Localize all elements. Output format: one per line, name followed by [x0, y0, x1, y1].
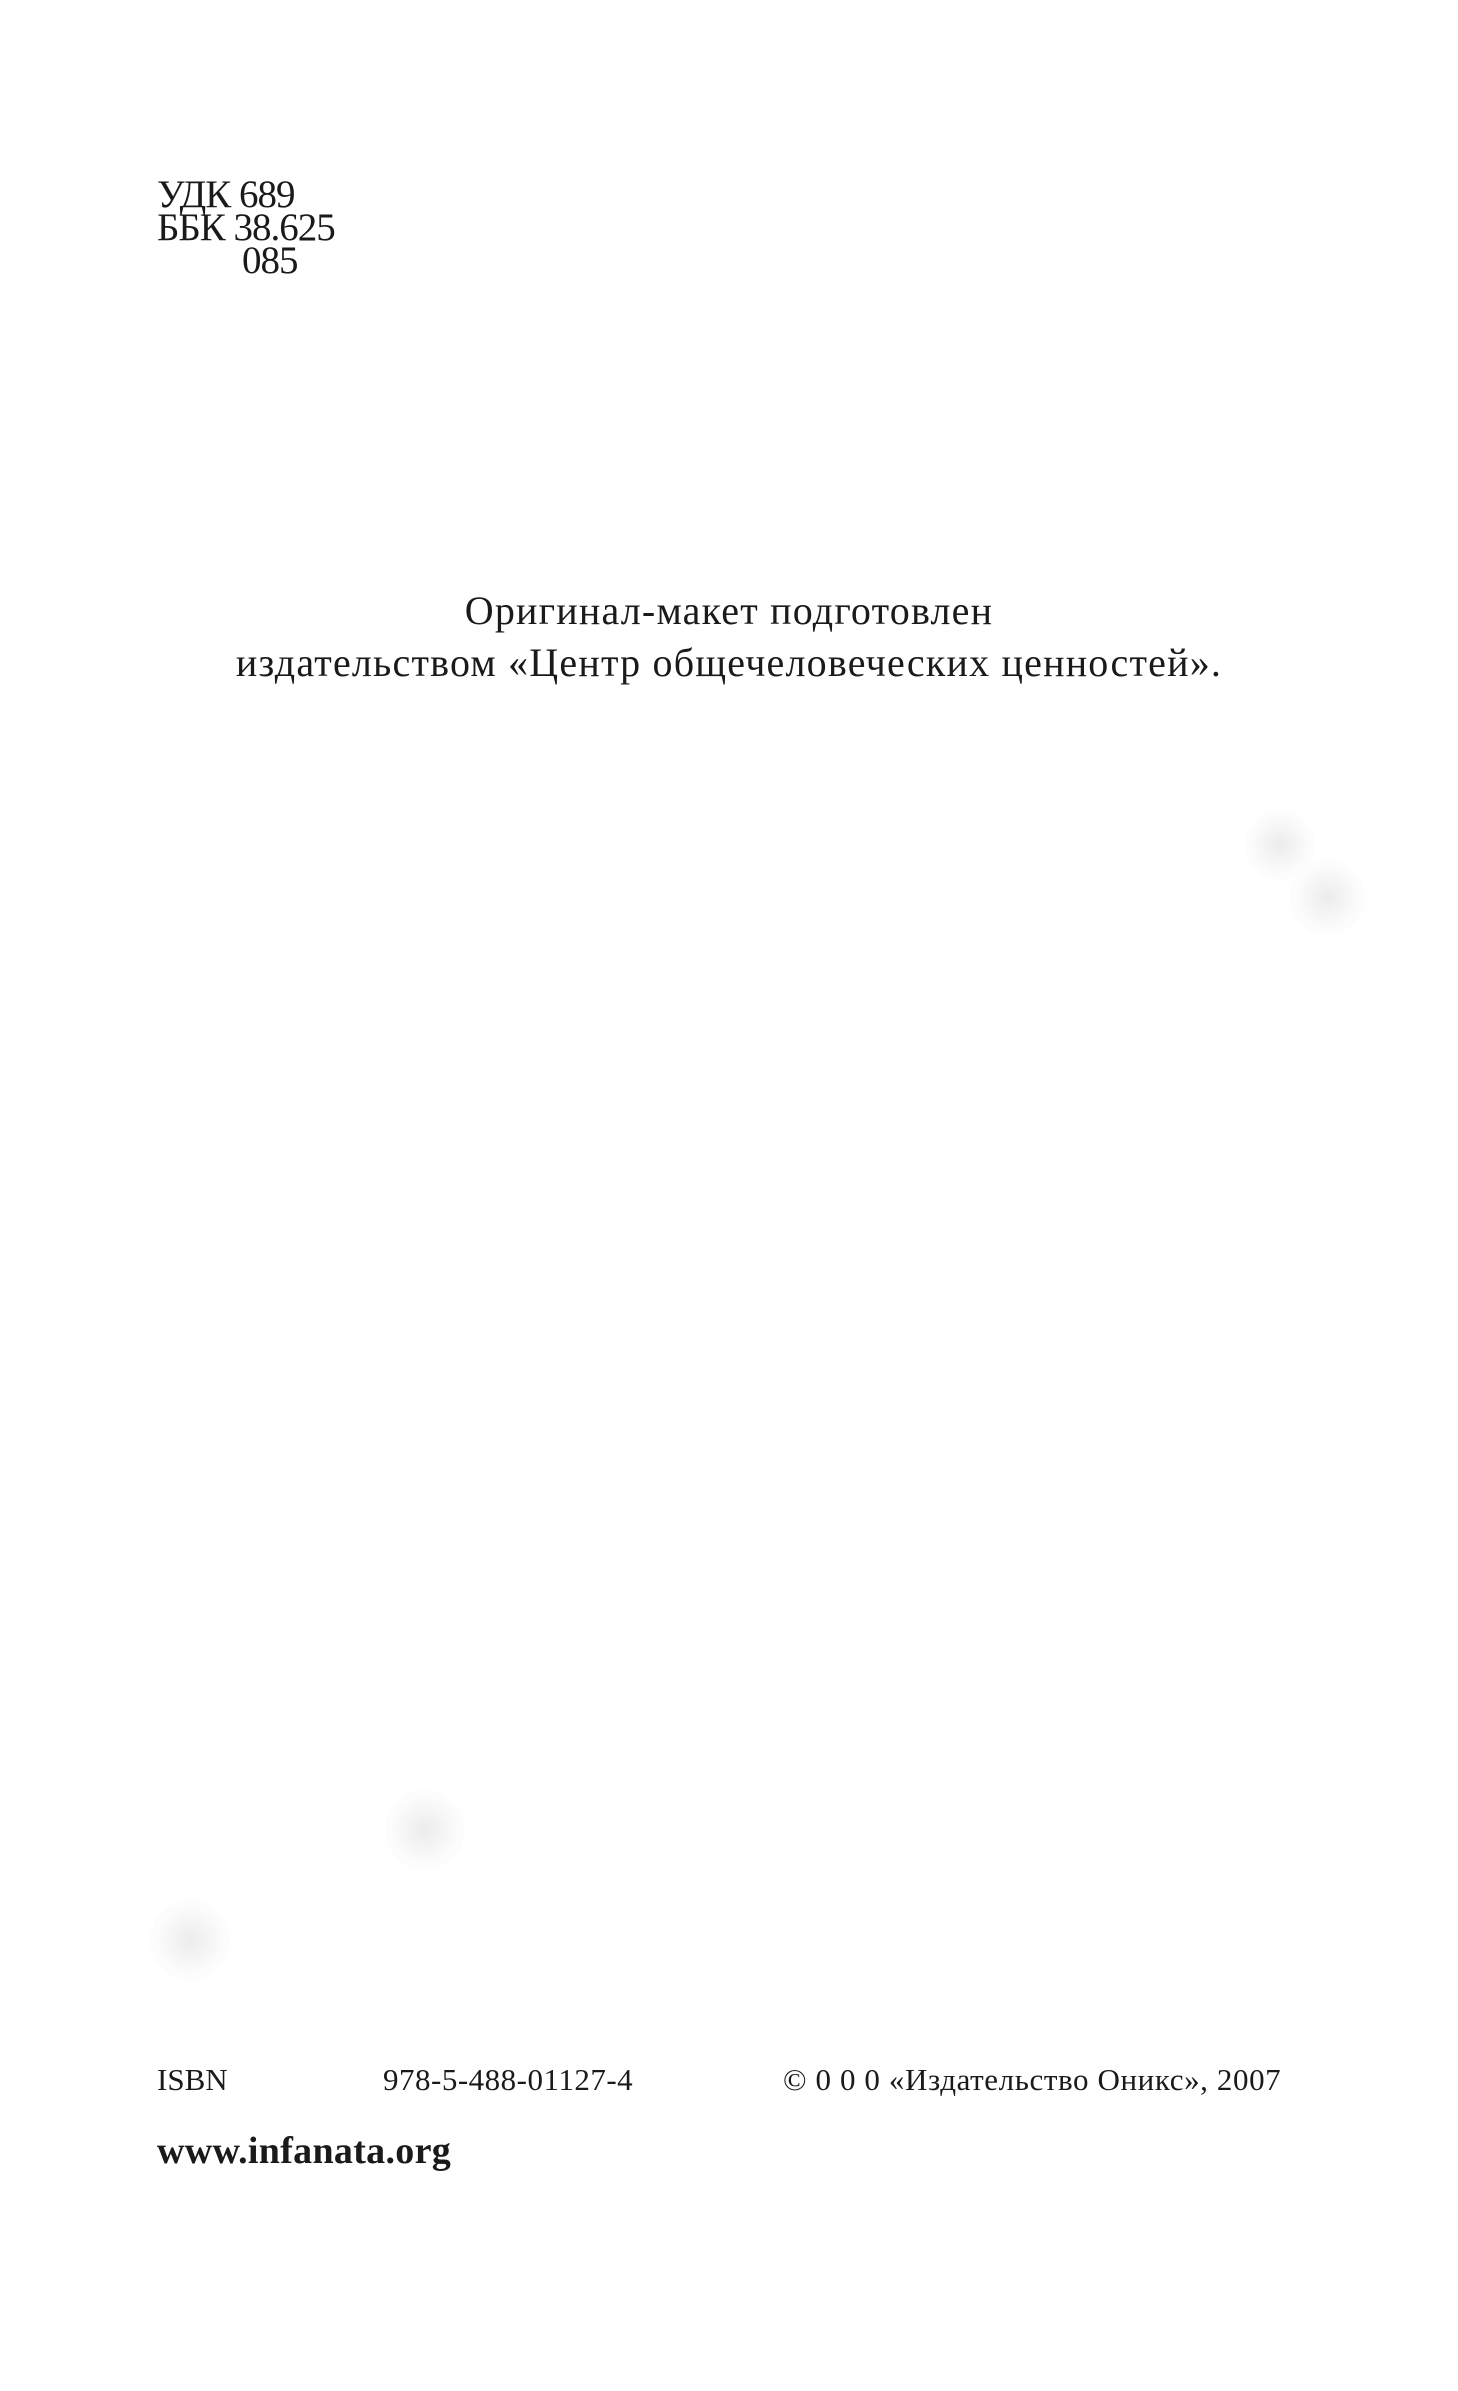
scan-speck: [385, 1790, 465, 1870]
copyright-notice: © 0 0 0 «Издательство Оникс», 2007: [783, 2062, 1282, 2097]
layout-note-line-1: Оригинал-макет подготовлен: [464, 588, 994, 633]
isbn-row: [0, 2060, 1458, 2100]
layout-note: [0, 585, 1458, 689]
udk-code: УДК 689: [157, 173, 295, 216]
website-link[interactable]: www.infanata.org: [157, 2130, 452, 2172]
scan-speck: [150, 1900, 230, 1980]
isbn-label: ISBN: [157, 2062, 228, 2097]
classification-block: [157, 173, 335, 282]
scan-speck: [1290, 860, 1365, 935]
layout-note-line-2: издательством «Центр общечеловеческих ценностей».: [235, 640, 1223, 685]
isbn-number: 978-5-488-01127-4: [383, 2062, 634, 2097]
author-mark: 085: [242, 239, 298, 282]
bbk-code: ББК 38.625: [157, 206, 335, 249]
